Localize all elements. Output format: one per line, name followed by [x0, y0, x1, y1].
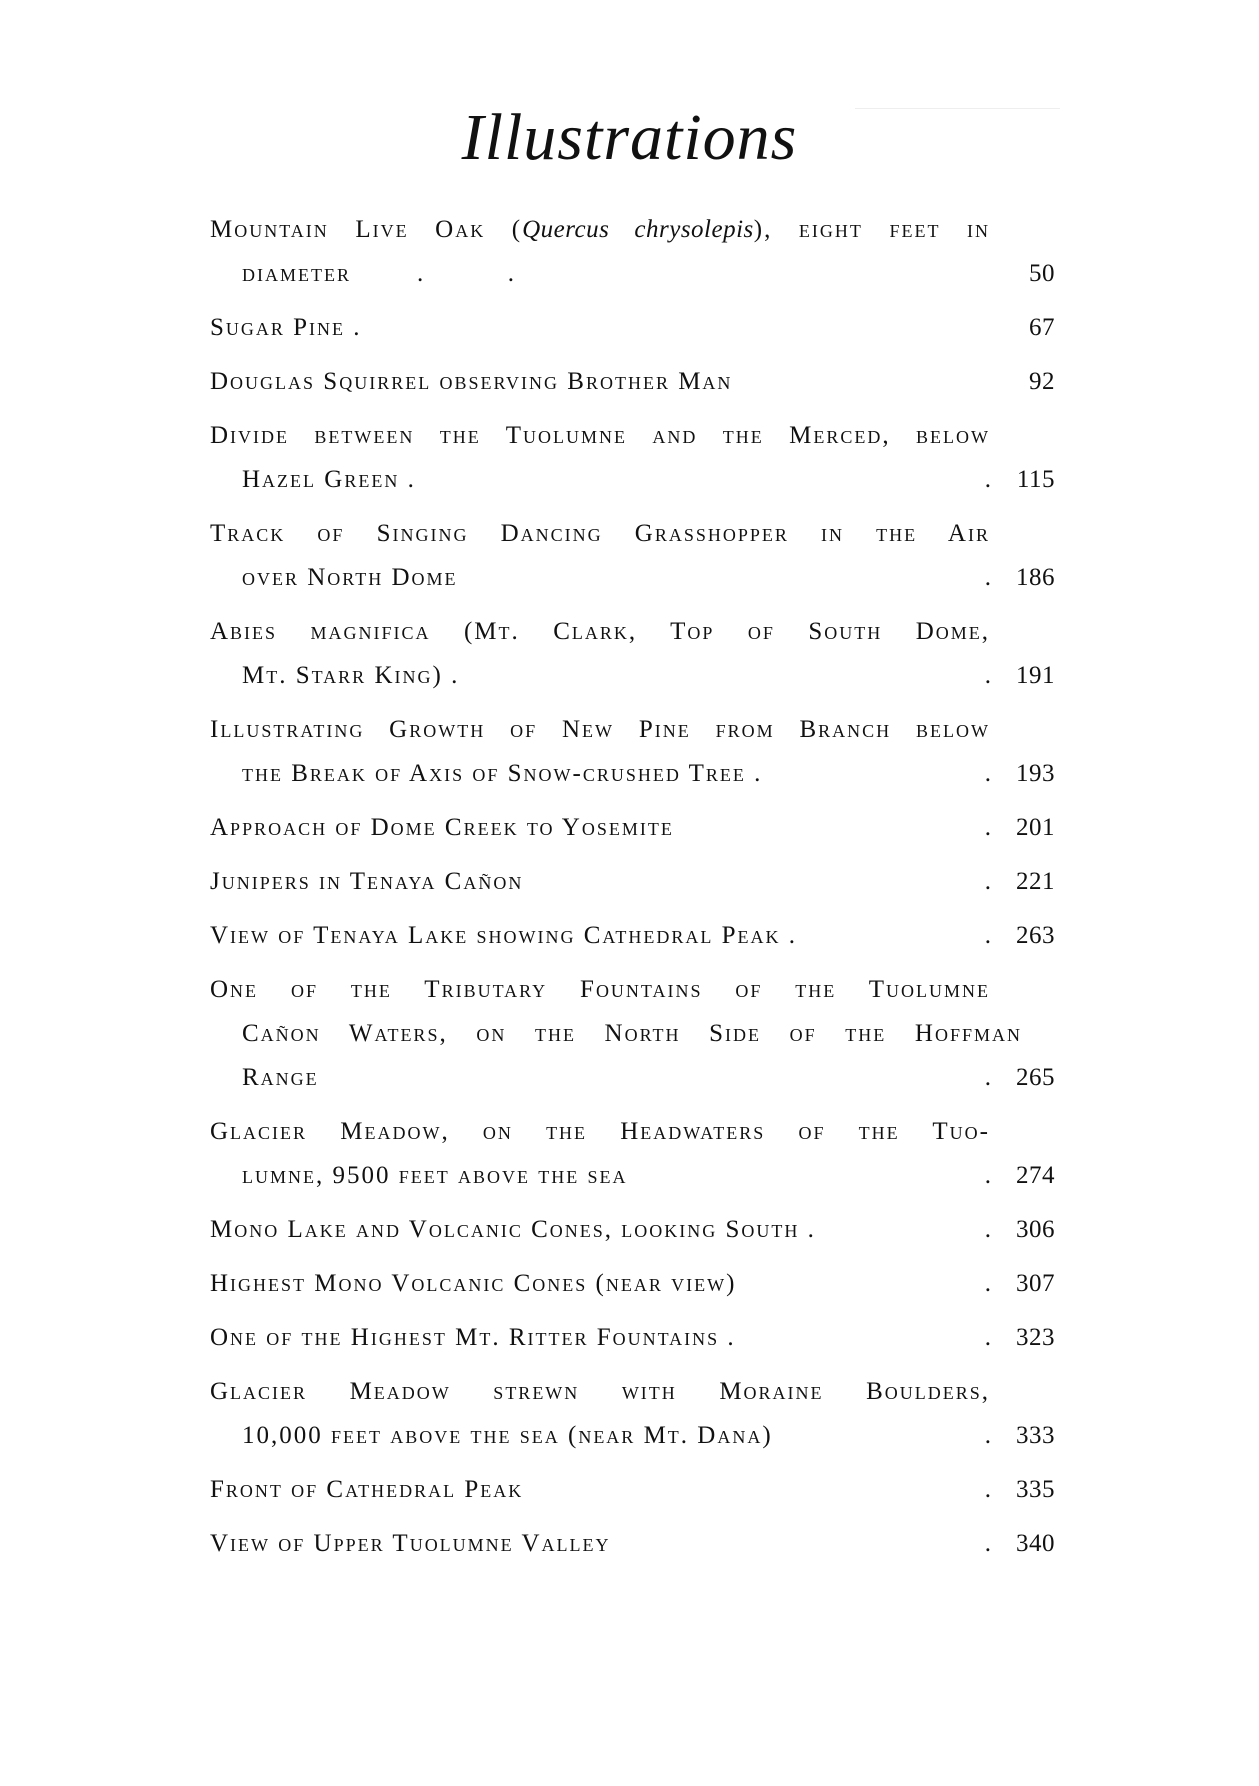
page-number: 191: [1016, 662, 1055, 689]
illustration-entry: [210, 610, 1055, 698]
caption-text: ), eight feet in: [753, 216, 990, 243]
page-number: 186: [1016, 564, 1055, 591]
page-number: 221: [1016, 868, 1055, 895]
entry-caption-line: [210, 1468, 990, 1512]
illustration-entry: [210, 414, 1055, 502]
caption-text: lumne, 9500 feet above the sea: [242, 1162, 628, 1189]
caption-text: Mono Lake and Volcanic Cones, looking South .: [210, 1216, 816, 1243]
caption-text: Abies magnifica (Mt. Clark, Top of South Dome,: [210, 618, 990, 645]
leader-dot: .: [984, 1270, 993, 1297]
illustration-entry: [210, 860, 1055, 904]
page-number: 115: [1016, 466, 1055, 493]
caption-text: View of Upper Tuolumne Valley: [210, 1530, 611, 1557]
illustration-entry: [210, 1110, 1055, 1198]
illustration-entry: [210, 306, 1055, 350]
page-number: 50: [1029, 260, 1055, 287]
leader-dot: .: [984, 1422, 993, 1449]
page-number: 274: [1016, 1162, 1055, 1189]
entry-caption-line: [210, 968, 990, 1012]
page-number: 263: [1016, 922, 1055, 949]
leader-dot: .: [984, 922, 993, 949]
entry-caption-line: [210, 1056, 1022, 1100]
entry-caption-line: [210, 806, 990, 850]
caption-text: Cañon Waters, on the North Side of the Hoffman: [242, 1020, 1022, 1047]
caption-text: Glacier Meadow, on the Headwaters of the Tuo-: [210, 1118, 990, 1145]
illustration-entry: [210, 806, 1055, 850]
entry-caption-line: [210, 914, 990, 958]
page-number: 307: [1016, 1270, 1055, 1297]
leader-dot: .: [984, 1324, 993, 1351]
caption-text: Mountain Live Oak (: [210, 216, 523, 243]
illustration-entry: [210, 1262, 1055, 1306]
caption-text: the Break of Axis of Snow-crushed Tree .: [242, 760, 763, 787]
illustration-entry: [210, 360, 1055, 404]
caption-text: Douglas Squirrel observing Brother Man: [210, 368, 733, 395]
page-number: 333: [1016, 1422, 1055, 1449]
caption-text: Sugar Pine .: [210, 314, 362, 341]
illustration-entry: [210, 1370, 1055, 1458]
caption-text: Divide between the Tuolumne and the Merced, below: [210, 422, 990, 449]
leader-dot: .: [984, 564, 993, 591]
entry-caption-line: [210, 252, 1022, 296]
leader-dot: .: [984, 1162, 993, 1189]
caption-italic-text: Quercus chrysolepis: [522, 216, 754, 243]
caption-text: One of the Tributary Fountains of the Tuolumne: [210, 976, 990, 1003]
entry-caption-line: [210, 512, 990, 556]
entry-caption-line: [210, 708, 990, 752]
page-number: 340: [1016, 1530, 1055, 1557]
entry-caption-line: [210, 1262, 990, 1306]
entry-caption-line: [210, 458, 1022, 502]
entry-caption-line: [210, 414, 990, 458]
illustration-entry: [210, 1468, 1055, 1512]
page-number: 67: [1029, 314, 1055, 341]
entry-caption-line: [210, 1316, 990, 1360]
caption-text: Highest Mono Volcanic Cones (near view): [210, 1270, 737, 1297]
leader-dot: .: [984, 1216, 993, 1243]
header-rule: [855, 108, 1060, 109]
entry-caption-line: [210, 860, 990, 904]
page-title: Illustrations: [461, 101, 798, 174]
entry-caption-line: [210, 1208, 990, 1252]
caption-text: Junipers in Tenaya Cañon: [210, 868, 524, 895]
leader-dot: .: [984, 1476, 993, 1503]
illustrations-list: [210, 208, 1055, 1566]
leader-dot: .: [984, 1530, 993, 1557]
caption-text: Approach of Dome Creek to Yosemite: [210, 814, 674, 841]
leader-dot: .: [984, 868, 993, 895]
caption-text: diameter: [242, 260, 351, 287]
entry-caption-line: [210, 1110, 990, 1154]
illustration-entry: [210, 1208, 1055, 1252]
leader-dot: .: [984, 1064, 993, 1091]
entry-caption-line: [210, 1414, 1022, 1458]
entry-caption-line: [210, 208, 990, 252]
page-number: 201: [1016, 814, 1055, 841]
leader-dot: .: [984, 662, 993, 689]
entry-caption-line: [210, 610, 990, 654]
caption-text: Front of Cathedral Peak: [210, 1476, 524, 1503]
entry-caption-line: [210, 752, 1022, 796]
caption-text: Illustrating Growth of New Pine from Branch below: [210, 716, 990, 743]
caption-text: Mt. Starr King) .: [242, 662, 460, 689]
page-number: 335: [1016, 1476, 1055, 1503]
entry-caption-line: [210, 1370, 990, 1414]
illustration-entry: [210, 1522, 1055, 1566]
illustration-entry: [210, 914, 1055, 958]
caption-text: Glacier Meadow strewn with Moraine Boulders,: [210, 1378, 990, 1405]
entry-caption-line: [210, 1154, 1022, 1198]
leader-dot: .: [984, 466, 993, 493]
leader-dot: .: [984, 814, 993, 841]
entry-caption-line: [210, 306, 990, 350]
page-number: 193: [1016, 760, 1055, 787]
page-number: 323: [1016, 1324, 1055, 1351]
caption-text: over North Dome: [242, 564, 458, 591]
caption-text: Hazel Green .: [242, 466, 416, 493]
entry-caption-line: [210, 360, 990, 404]
entry-caption-line: [210, 556, 1022, 600]
illustration-entry: [210, 708, 1055, 796]
illustration-entry: [210, 512, 1055, 600]
caption-text: One of the Highest Mt. Ritter Fountains .: [210, 1324, 736, 1351]
page-number: 265: [1016, 1064, 1055, 1091]
leader-dot: .: [984, 760, 993, 787]
illustration-entry: [210, 1316, 1055, 1360]
page-number: 92: [1029, 368, 1055, 395]
caption-text: Range: [242, 1064, 319, 1091]
page-number: 306: [1016, 1216, 1055, 1243]
illustration-entry: [210, 968, 1055, 1100]
caption-text: 10,000 feet above the sea (near Mt. Dana): [242, 1422, 773, 1449]
caption-text: . .: [351, 260, 516, 287]
entry-caption-line: [210, 1522, 990, 1566]
entry-caption-line: [210, 1012, 1022, 1056]
caption-text: Track of Singing Dancing Grasshopper in the Air: [210, 520, 990, 547]
caption-text: View of Tenaya Lake showing Cathedral Peak .: [210, 922, 798, 949]
entry-caption-line: [210, 654, 1022, 698]
illustration-entry: [210, 208, 1055, 296]
